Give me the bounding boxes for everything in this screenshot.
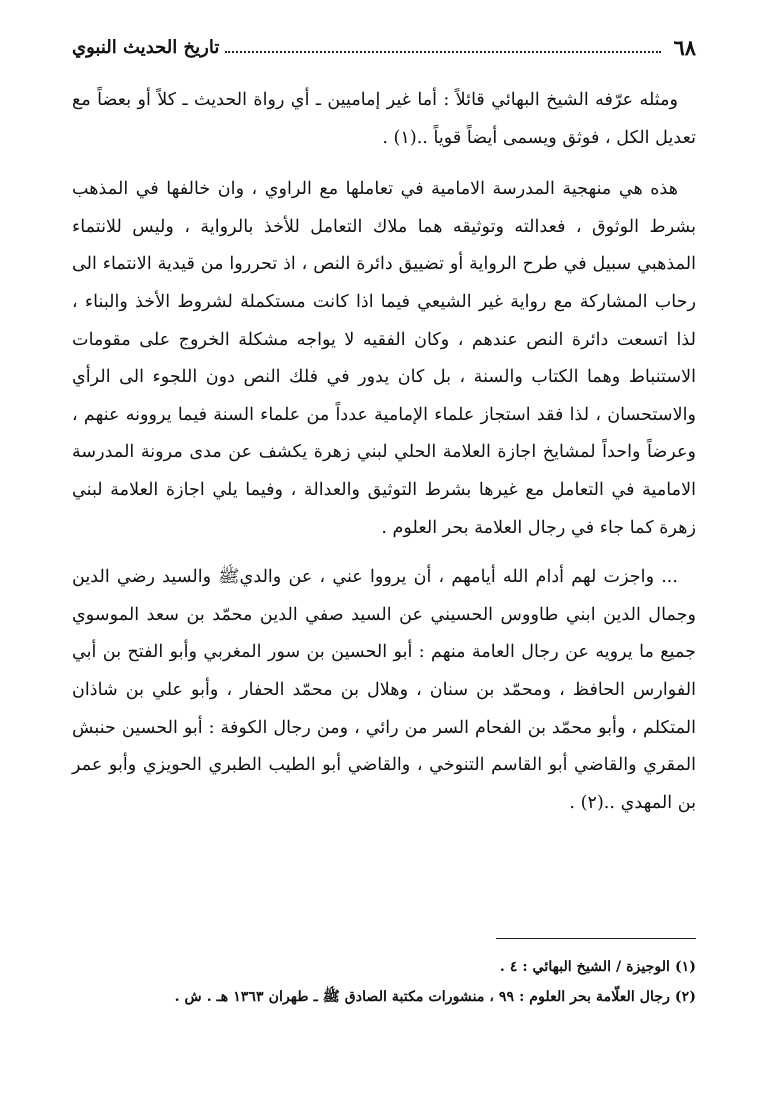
paragraph-3: ... واجزت لهم أدام الله أيامهم ، أن يرووا عني ، عن والديﷺ والسيد رضي الدين وجمال الدين ابني طاووس الحسيني عن السيد صفي الدين محمّد بن سعد الموسوي جميع ما يرويه عن رجال العامة منهم : أبو الحسين بن سور المغربي وأبو الفتح بن أبي الفوارس الحافظ ، ومحمّد بن سنان ، وهلال بن محمّد الحفار ، وأبو علي بن شاذان المتكلم ، وأبو محمّد بن الفحام السر من رائي ، ومن رجال الكوفة : أبو الحسين حنبش المقري والقاضي أبو القاسم التنوخي ، والقاضي أبو الطيب الطبري الحويزي وأبو عمر بن المهدي ..(٢) . [72, 567, 696, 813]
footnote-separator [496, 938, 696, 939]
paragraph-1: ومثله عرّفه الشيخ البهائي قائلاً : أما غير إماميين ـ أي رواة الحديث ـ كلاً أو بعضاً مع تعديل الكل ، فوثق ويسمى أيضاً قوياً ..(١) . [72, 90, 696, 148]
footnote-2: (٢) رجال العلّامة بحر العلوم : ٩٩ ، منشورات مكتبة الصادق ﷺ ـ طهران ١٣٦٣ هـ . ش . [174, 989, 696, 1005]
paragraph-2: هذه هي منهجية المدرسة الامامية في تعاملها مع الراوي ، وان خالفها في المذهب بشرط الوثوق ، فعدالته وتوثيقه هما ملاك التعامل للأخذ بالرواية ، وليس للانتماء المذهبي سبيل في طرح الرواية أو تضييق دائرة النص ، اذ تحرروا من قيدية الانتماء الى رحاب المشاركة مع رواية غير الشيعي فيما اذا كانت مستكملة لشروط الأخذ والبناء ، لذا اتسعت دائرة النص عندهم ، وكان الفقيه لا يواجه مشكلة الخروج على مقومات الاستنباط وهما الكتاب والسنة ، بل كان يدور في فلك النص دون اللجوء الى الرأي والاستحسان ، لذا فقد استجاز علماء الإمامية عدداً من علماء السنة فيما يروونه عنهم ، وعرضاً واحداً لمشايخ اجازة العلامة الحلي لبني زهرة يكشف عن مدى مرونة المدرسة الامامية في التعامل مع غيرها بشرط التوثيق والعدالة ، وفيما يلي اجازة العلامة لبني زهرة كما جاء في رجال العلامة بحر العلوم . [72, 179, 696, 538]
running-header [72, 30, 696, 64]
running-title: تاريخ الحديث النبوي [72, 36, 220, 58]
footnote-1: (١) الوجيزة / الشيخ البهائي : ٤ . [499, 959, 696, 975]
page-number: ٦٨ [673, 34, 696, 60]
footnotes [72, 952, 696, 1012]
header-dot-leader [225, 51, 661, 53]
body-text [72, 82, 696, 822]
